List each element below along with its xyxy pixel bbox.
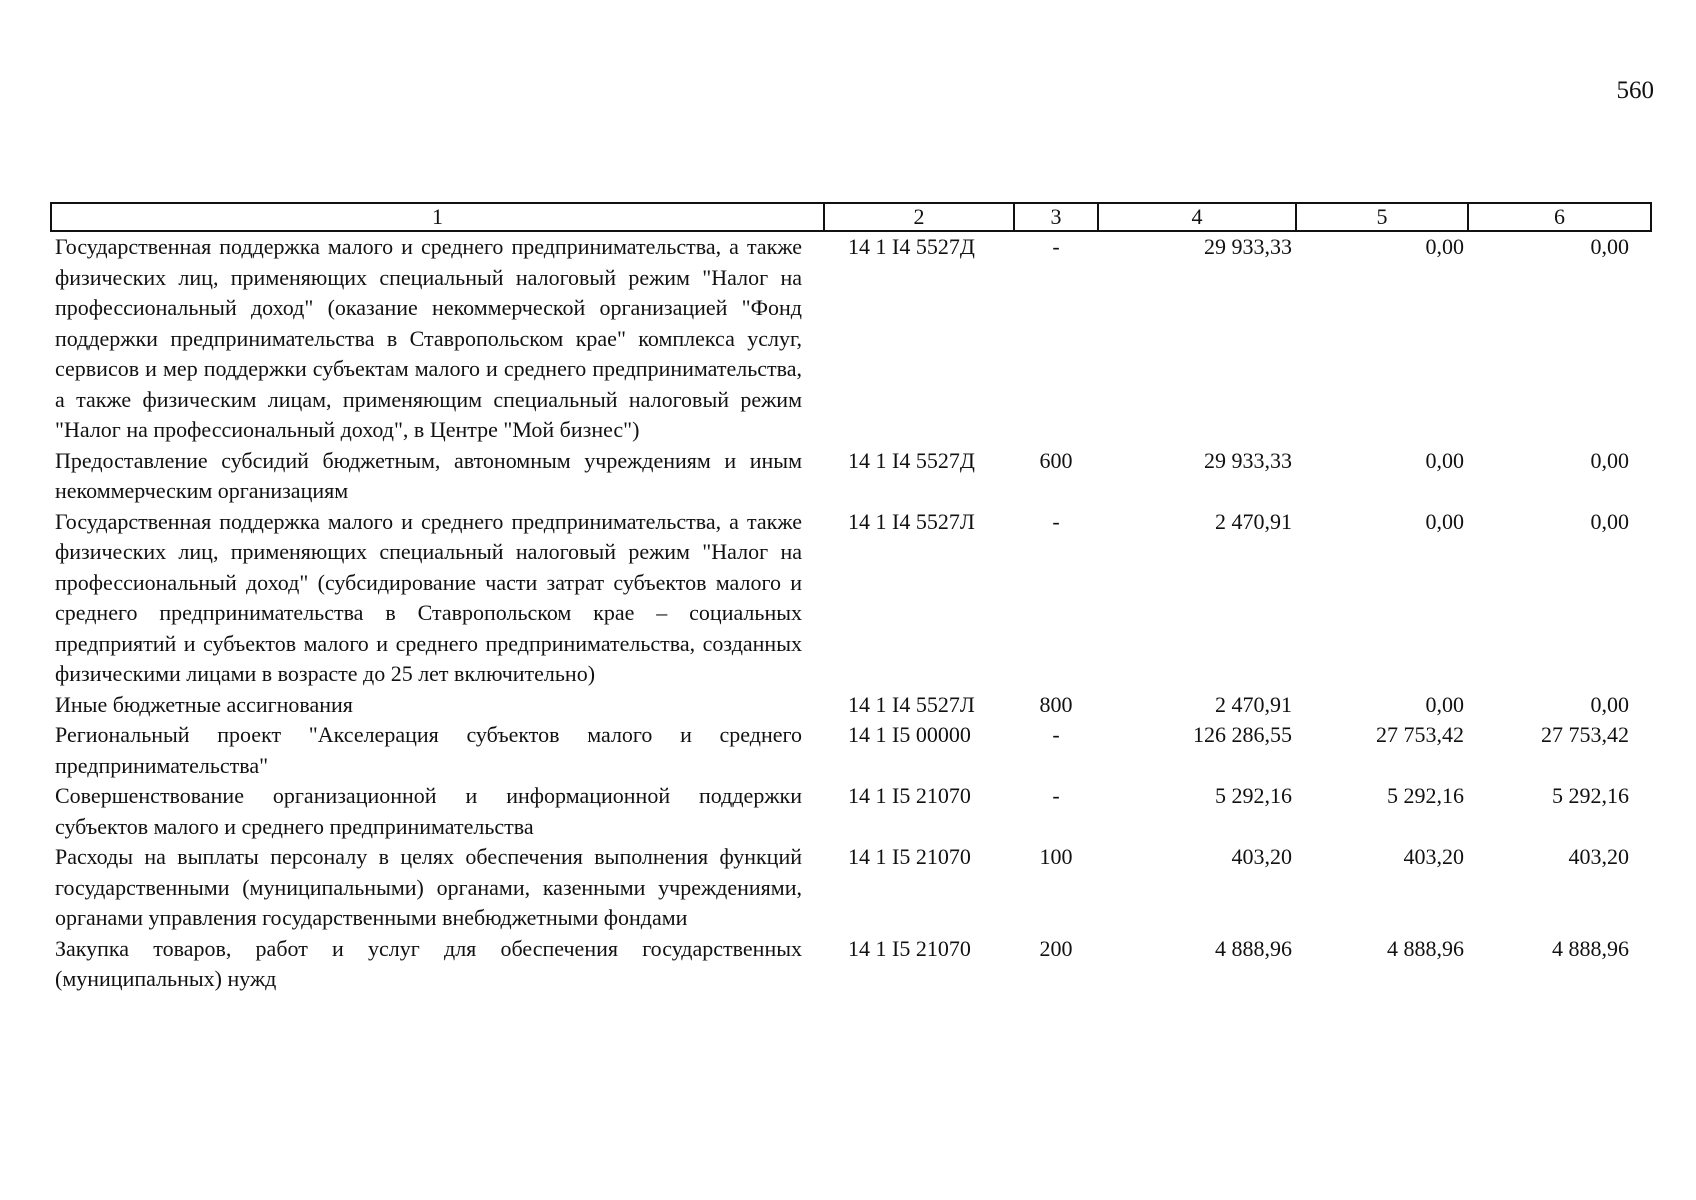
header-col-6: 6: [1468, 203, 1651, 231]
row-name: Государственная поддержка малого и среднего предпринимательства, а также физических лиц, применяющих специальный налоговый режим "Налог на профессиональный доход" (субсидирование части затрат субъектов малого и среднего предпринимательства в Ставропольском крае – социальных предприятий и субъектов малого и среднего предпринимательства, созданных физическими лицами в возрасте до 25 лет включительно): [55, 508, 802, 686]
table-row: [51, 507, 1651, 690]
table-row: [51, 231, 1651, 446]
row-amount-col4: 2 470,91: [1215, 691, 1292, 717]
row-code: 14 1 I5 21070: [848, 844, 971, 869]
row-amount-col6: 4 888,96: [1552, 935, 1629, 961]
header-row: [51, 203, 1651, 231]
row-code: 14 1 I5 21070: [848, 935, 971, 961]
row-amount-col4: 403,20: [1231, 844, 1292, 869]
row-amount-col5: 4 888,96: [1387, 935, 1464, 961]
row-amount-col5: 27 753,42: [1376, 722, 1464, 747]
row-expense-type: 200: [1039, 935, 1073, 961]
row-amount-col4: 29 933,33: [1204, 447, 1292, 473]
page-number: 560: [1616, 77, 1654, 104]
row-code: 14 1 I5 21070: [848, 783, 971, 808]
table-row: [51, 781, 1651, 842]
row-name: Государственная поддержка малого и среднего предпринимательства, а также физических лиц, применяющих специальный налоговый режим "Налог на профессиональный доход" (оказание некоммерческой организацией "Фонд поддержки предпринимательства в Ставропольском крае" комплекса услуг, сервисов и мер поддержки субъектам малого и среднего предпринимательства, а также физическим лицам, применяющим специальный налоговый режим "Налог на профессиональный доход", в Центре "Мой бизнес"): [55, 234, 802, 442]
table-row: [51, 690, 1651, 721]
row-amount-col5: 403,20: [1403, 844, 1464, 869]
row-expense-type: -: [1052, 234, 1060, 259]
row-expense-type: -: [1052, 722, 1060, 747]
row-amount-col4: 126 286,55: [1193, 722, 1292, 747]
table-header: [51, 203, 1651, 231]
row-amount-col6: 0,00: [1590, 508, 1629, 534]
row-code: 14 1 I5 00000: [848, 722, 971, 747]
row-amount-col6: 0,00: [1590, 234, 1629, 259]
row-name: Иные бюджетные ассигнования: [55, 691, 353, 717]
budget-table: [50, 202, 1652, 995]
row-name: Закупка товаров, работ и услуг для обеспечения государственных (муниципальных) нужд: [55, 935, 802, 991]
row-amount-col4: 29 933,33: [1204, 234, 1292, 259]
row-amount-col6: 5 292,16: [1552, 783, 1629, 808]
row-amount-col5: 0,00: [1425, 234, 1464, 259]
row-amount-col5: 0,00: [1425, 508, 1464, 534]
row-amount-col4: 4 888,96: [1215, 935, 1292, 961]
header-col-2: 2: [824, 203, 1014, 231]
row-expense-type: 100: [1039, 844, 1073, 869]
table-body: [51, 231, 1651, 995]
row-amount-col4: 5 292,16: [1215, 783, 1292, 808]
row-code: 14 1 I4 5527Д: [848, 234, 975, 259]
row-expense-type: 600: [1039, 447, 1073, 473]
row-name: Региональный проект "Акселерация субъектов малого и среднего предпринимательства": [55, 722, 802, 778]
row-expense-type: -: [1052, 508, 1060, 534]
table-row: [51, 842, 1651, 934]
row-amount-col6: 403,20: [1568, 844, 1629, 869]
row-name: Предоставление субсидий бюджетным, автономным учреждениям и иным некоммерческим организациям: [55, 447, 802, 503]
header-col-4: 4: [1098, 203, 1296, 231]
table-row: [51, 934, 1651, 995]
row-name: Расходы на выплаты персоналу в целях обеспечения выполнения функций государственными (муниципальными) органами, казенными учреждениями, органами управления государственными внебюджетными фондами: [55, 844, 802, 930]
row-expense-type: -: [1052, 783, 1060, 808]
row-amount-col4: 2 470,91: [1215, 508, 1292, 534]
row-amount-col5: 0,00: [1425, 691, 1464, 717]
row-code: 14 1 I4 5527Л: [848, 508, 975, 534]
row-amount-col6: 0,00: [1590, 447, 1629, 473]
table-row: [51, 720, 1651, 781]
row-code: 14 1 I4 5527Л: [848, 691, 975, 717]
header-col-1: 1: [51, 203, 824, 231]
row-code: 14 1 I4 5527Д: [848, 447, 975, 473]
row-amount-col5: 5 292,16: [1387, 783, 1464, 808]
row-amount-col6: 27 753,42: [1541, 722, 1629, 747]
header-col-5: 5: [1296, 203, 1468, 231]
row-amount-col5: 0,00: [1425, 447, 1464, 473]
row-expense-type: 800: [1039, 691, 1073, 717]
row-name: Совершенствование организационной и информационной поддержки субъектов малого и среднего предпринимательства: [55, 783, 802, 839]
header-col-3: 3: [1014, 203, 1098, 231]
table-row: [51, 446, 1651, 507]
row-amount-col6: 0,00: [1590, 691, 1629, 717]
